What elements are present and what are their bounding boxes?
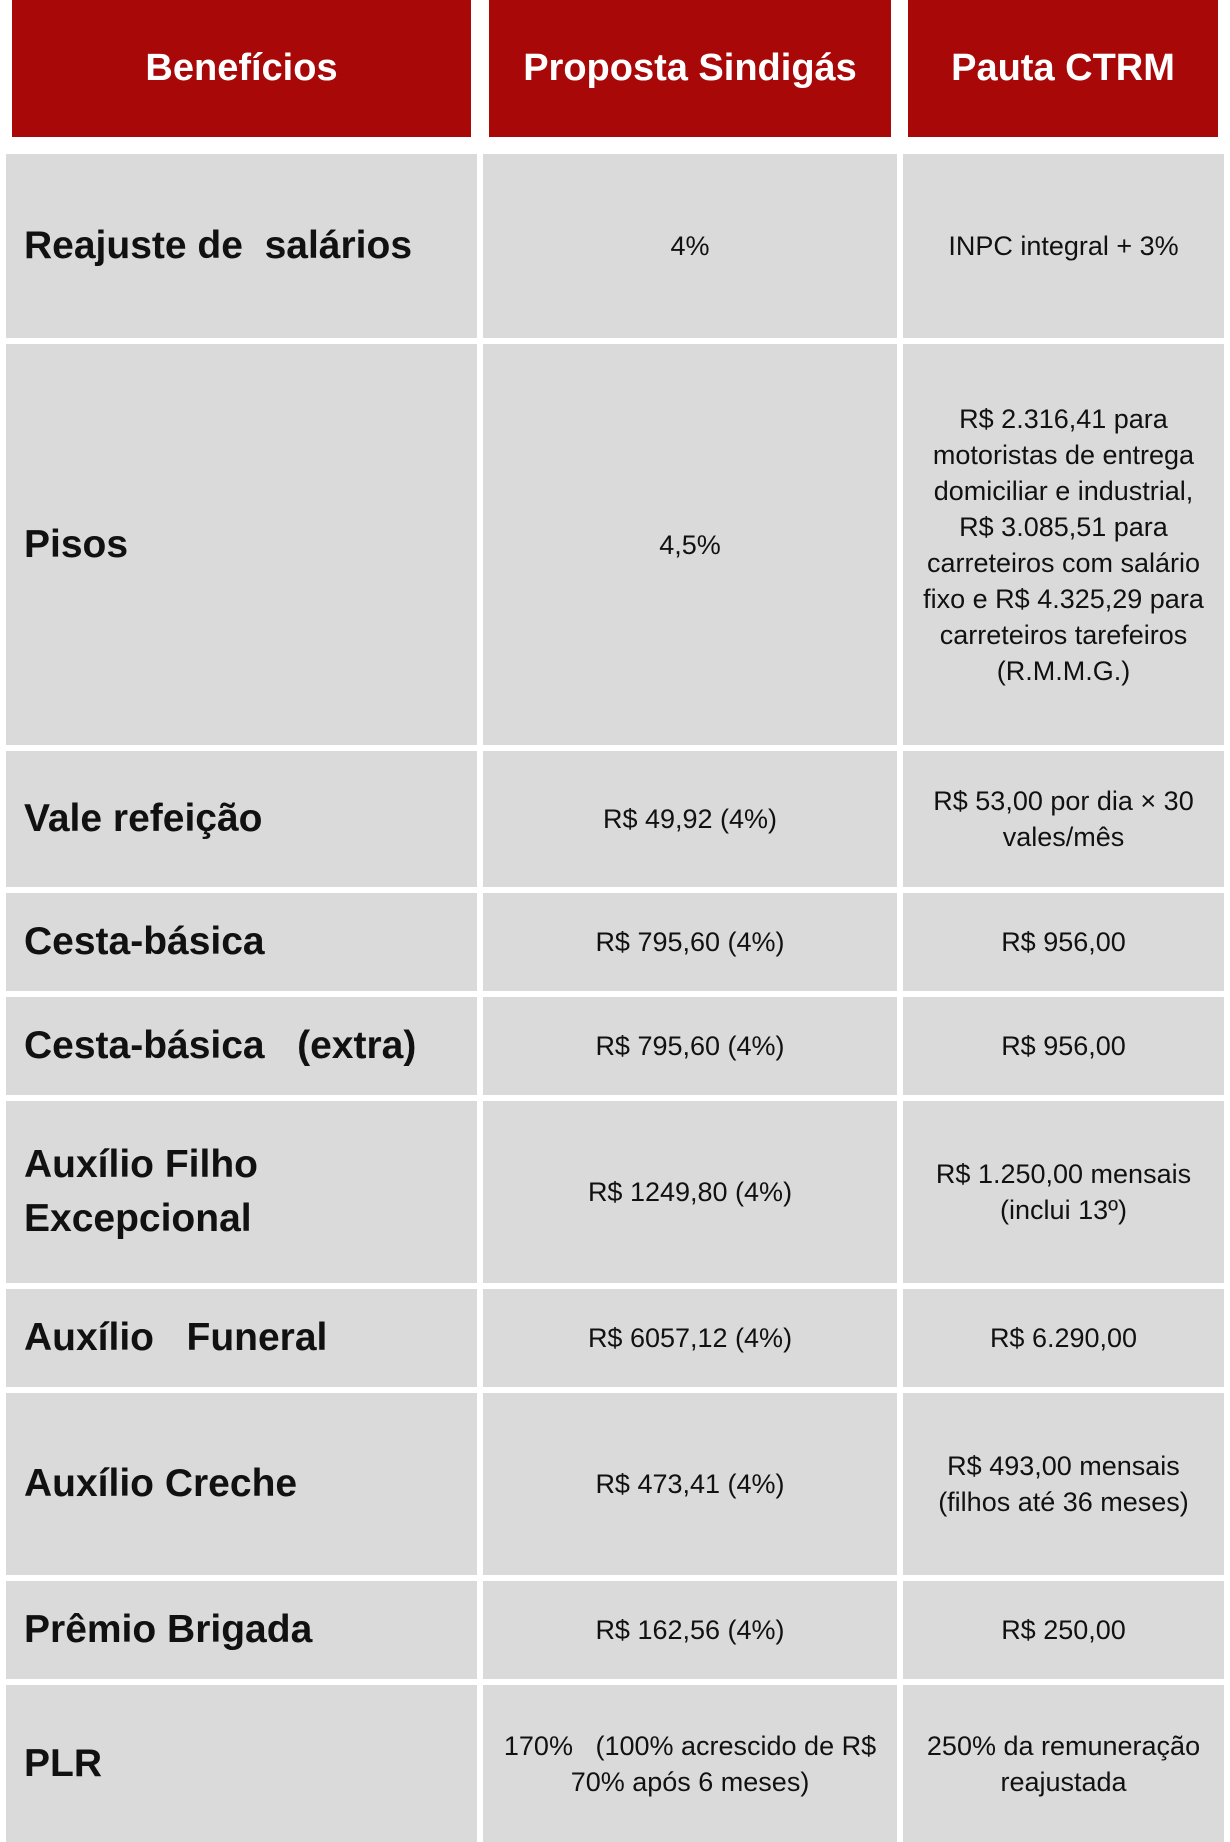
row-label-cell (6, 893, 477, 991)
row-label-cell (6, 1393, 477, 1575)
proposta-value-cell (483, 1393, 897, 1575)
proposta-value-cell (483, 1581, 897, 1679)
row-label-cell (6, 751, 477, 887)
proposta-value-cell (483, 1289, 897, 1387)
proposta-value: 4% (670, 231, 710, 261)
proposta-value-cell (483, 893, 897, 991)
proposta-value: R$ 49,92 (4%) (602, 804, 778, 834)
pauta-value-cell (903, 1289, 1224, 1387)
header-beneficios (12, 0, 471, 137)
pauta-value-cell (903, 751, 1224, 887)
row-label: Cesta-básica (24, 920, 265, 963)
proposta-value-cell (483, 1101, 897, 1283)
row-label: Prêmio Brigada (24, 1608, 313, 1651)
pauta-value: INPC integral + 3% (948, 231, 1179, 261)
row-label-cell (6, 997, 477, 1095)
pauta-value: R$ 956,00 (1001, 1031, 1126, 1061)
header-beneficios-label: Benefícios (145, 47, 338, 89)
row-label-cell (6, 154, 477, 338)
row-label: Pisos (24, 522, 129, 566)
proposta-value-cell (483, 344, 897, 745)
row-label-cell (6, 1685, 477, 1842)
pauta-value: R$ 250,00 (1001, 1615, 1126, 1645)
row-label-cell (6, 1289, 477, 1387)
pauta-value: R$ 2.316,41 para motoristas de entrega domiciliar e industrial, R$ 3.085,51 para carreteiros com salário fixo e R$ 4.325,29 para carreteiros tarefeiros (R.M.M.G.) (923, 403, 1212, 686)
pauta-value: R$ 956,00 (1001, 927, 1126, 957)
row-label: Auxílio Funeral (24, 1316, 328, 1359)
proposta-value: 4,5% (659, 529, 721, 560)
header-pauta-ctrm (908, 0, 1218, 137)
row-label: Cesta-básica (extra) (24, 1024, 417, 1067)
proposta-value-cell (483, 1685, 897, 1842)
row-label-cell (6, 1101, 477, 1283)
header-proposta-label: Proposta Sindigás (523, 47, 857, 89)
row-label: Auxílio Filho Excepcional (24, 1143, 269, 1240)
row-label: Vale refeição (24, 797, 263, 840)
header-pauta-label: Pauta CTRM (951, 47, 1175, 89)
proposta-value-cell (483, 751, 897, 887)
pauta-value-cell (903, 154, 1224, 338)
pauta-value: R$ 53,00 por dia × 30 vales/mês (933, 786, 1202, 852)
proposta-value: R$ 6057,12 (4%) (587, 1323, 793, 1353)
pauta-value: R$ 1.250,00 mensais (inclui 13º) (935, 1159, 1199, 1225)
proposta-value-cell (483, 997, 897, 1095)
pauta-value-cell (903, 1101, 1224, 1283)
row-label: PLR (24, 1741, 102, 1785)
proposta-value: R$ 473,41 (4%) (595, 1469, 785, 1499)
pauta-value-cell (903, 1685, 1224, 1842)
row-label-cell (6, 344, 477, 745)
pauta-value: R$ 6.290,00 (989, 1323, 1138, 1353)
row-label: Reajuste de salários (24, 224, 413, 267)
proposta-value: R$ 162,56 (4%) (595, 1615, 785, 1645)
pauta-value-cell (903, 997, 1224, 1095)
pauta-value-cell (903, 344, 1224, 745)
pauta-value-cell (903, 1393, 1224, 1575)
row-label-cell (6, 1581, 477, 1679)
pauta-value-cell (903, 893, 1224, 991)
proposta-value: R$ 795,60 (4%) (595, 1031, 785, 1061)
proposta-value: R$ 1249,80 (4%) (587, 1177, 793, 1207)
proposta-value: 170% (100% acrescido de R$ 70% após 6 meses) (503, 1730, 884, 1797)
proposta-value: R$ 795,60 (4%) (595, 927, 785, 957)
row-label: Auxílio Creche (24, 1462, 298, 1505)
proposta-value-cell (483, 154, 897, 338)
pauta-value-cell (903, 1581, 1224, 1679)
pauta-value: 250% da remuneração reajustada (926, 1730, 1208, 1797)
pauta-value: R$ 493,00 mensais (filhos até 36 meses) (938, 1451, 1189, 1517)
header-proposta-sindigas (489, 0, 891, 137)
